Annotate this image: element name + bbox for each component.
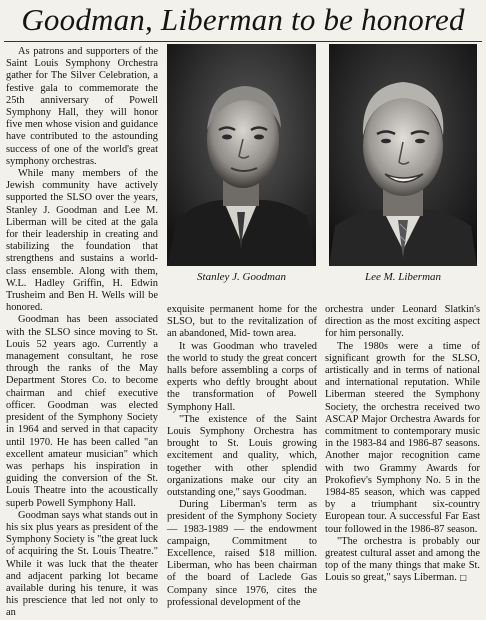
- paragraph: As patrons and supporters of the Saint Louis Symphony Orchestra gather for The Silver Celebration, a festive gala to commemorate the 25th anniversary of Powell Symphony Hall, they will honor five men whose vision and guidance have contributed to the astounding success of one of the world's great symphony orchestras.: [6, 46, 158, 167]
- paragraph: It was Goodman who traveled the world to study the great concert halls before assembling a corps of experts who deftly brought about the transformation of Powell Symphony Hall.: [167, 340, 317, 413]
- goodman-caption: Stanley J. Goodman: [197, 271, 286, 283]
- paragraph: The 1980s were a time of significant growth for the SLSO, artistically and in terms of national and international reputation. While Liberman steered the Symphony Society, the orchestra received two ASCAP Major Orchestra Awards for commitment to contemporary music in the 1983-84 and 1986-87 seasons. Another major recognition came with two Grammy Awards for Prokofiev's Symphony No. 5 in the 1984-85 season, which was capped by a triumphant six-country European tour. A successful Far East tour followed in the 1986-87 season.: [325, 340, 480, 535]
- article-column-3: [325, 304, 480, 585]
- goodman-photo: [167, 44, 316, 266]
- end-mark-icon: □: [459, 573, 467, 583]
- paragraph: exquisite permanent home for the SLSO, but to the revitalization of an abandoned, Mid- town area.: [167, 304, 317, 340]
- paragraph: During Liberman's term as president of the Symphony Society — 1983-1989 — the endowment campaign, Commitment to Excellence, raised $18 million. Liberman, who has been chairman of the board of Laclede Gas Company since 1976, cites the professional development of the: [167, 499, 317, 608]
- paragraph: While many members of the Jewish community have actively supported the SLSO over the years, Stanley J. Goodman and Lee M. Liberman will be cited at the gala for their leadership in creating and stabilizing the foundation that strengthens and sustains a world-class ensemble. Along with them, W.L. Hadley Griffin, H. Edwin Trusheim and Ben H. Wells will be honored.: [6, 168, 158, 314]
- paragraph: "The existence of the Saint Louis Symphony Orchestra has brought to St. Louis growing excitement and quality, which, together with other splendid organizations make our city an outstanding one," says Goodman.: [167, 413, 317, 499]
- headline: Goodman, Liberman to be honored: [21, 2, 465, 37]
- article-column-1: [6, 46, 158, 620]
- closing-quote: "The orchestra is probably our greatest cultural asset and among the top of the many things that make St. Louis so great," says Liberman.: [325, 535, 480, 584]
- paragraph: Goodman says what stands out in his six plus years as president of the Symphony Society is "the great luck of acquiring the St. Louis Theatre." While it was luck that the theater and adjacent parking lot became available during his tenure, it was his prescience that led not only to an: [6, 509, 158, 619]
- liberman-caption: Lee M. Liberman: [364, 271, 442, 283]
- paragraph: orchestra under Leonard Slatkin's direction as the most exciting aspect for him personally.: [325, 304, 480, 340]
- liberman-photo: [329, 44, 477, 266]
- article-column-2: [167, 304, 317, 609]
- paragraph: [325, 536, 480, 585]
- paragraph: Goodman has been associated with the SLSO since moving to St. Louis 52 years ago. Currently a management consultant, he rose through the ranks of the May Department Stores Co. to become chairman and chief executive officer. Goodman was elected president of the Symphony Society in 1964 and served in that capacity until 1970. He has been called "an excellent amateur musician" which was perhaps his inspiration in guiding the conversion of the St. Louis Theatre into the acoustically superb Powell Symphony Hall.: [6, 314, 158, 509]
- headline-rule: [4, 41, 482, 42]
